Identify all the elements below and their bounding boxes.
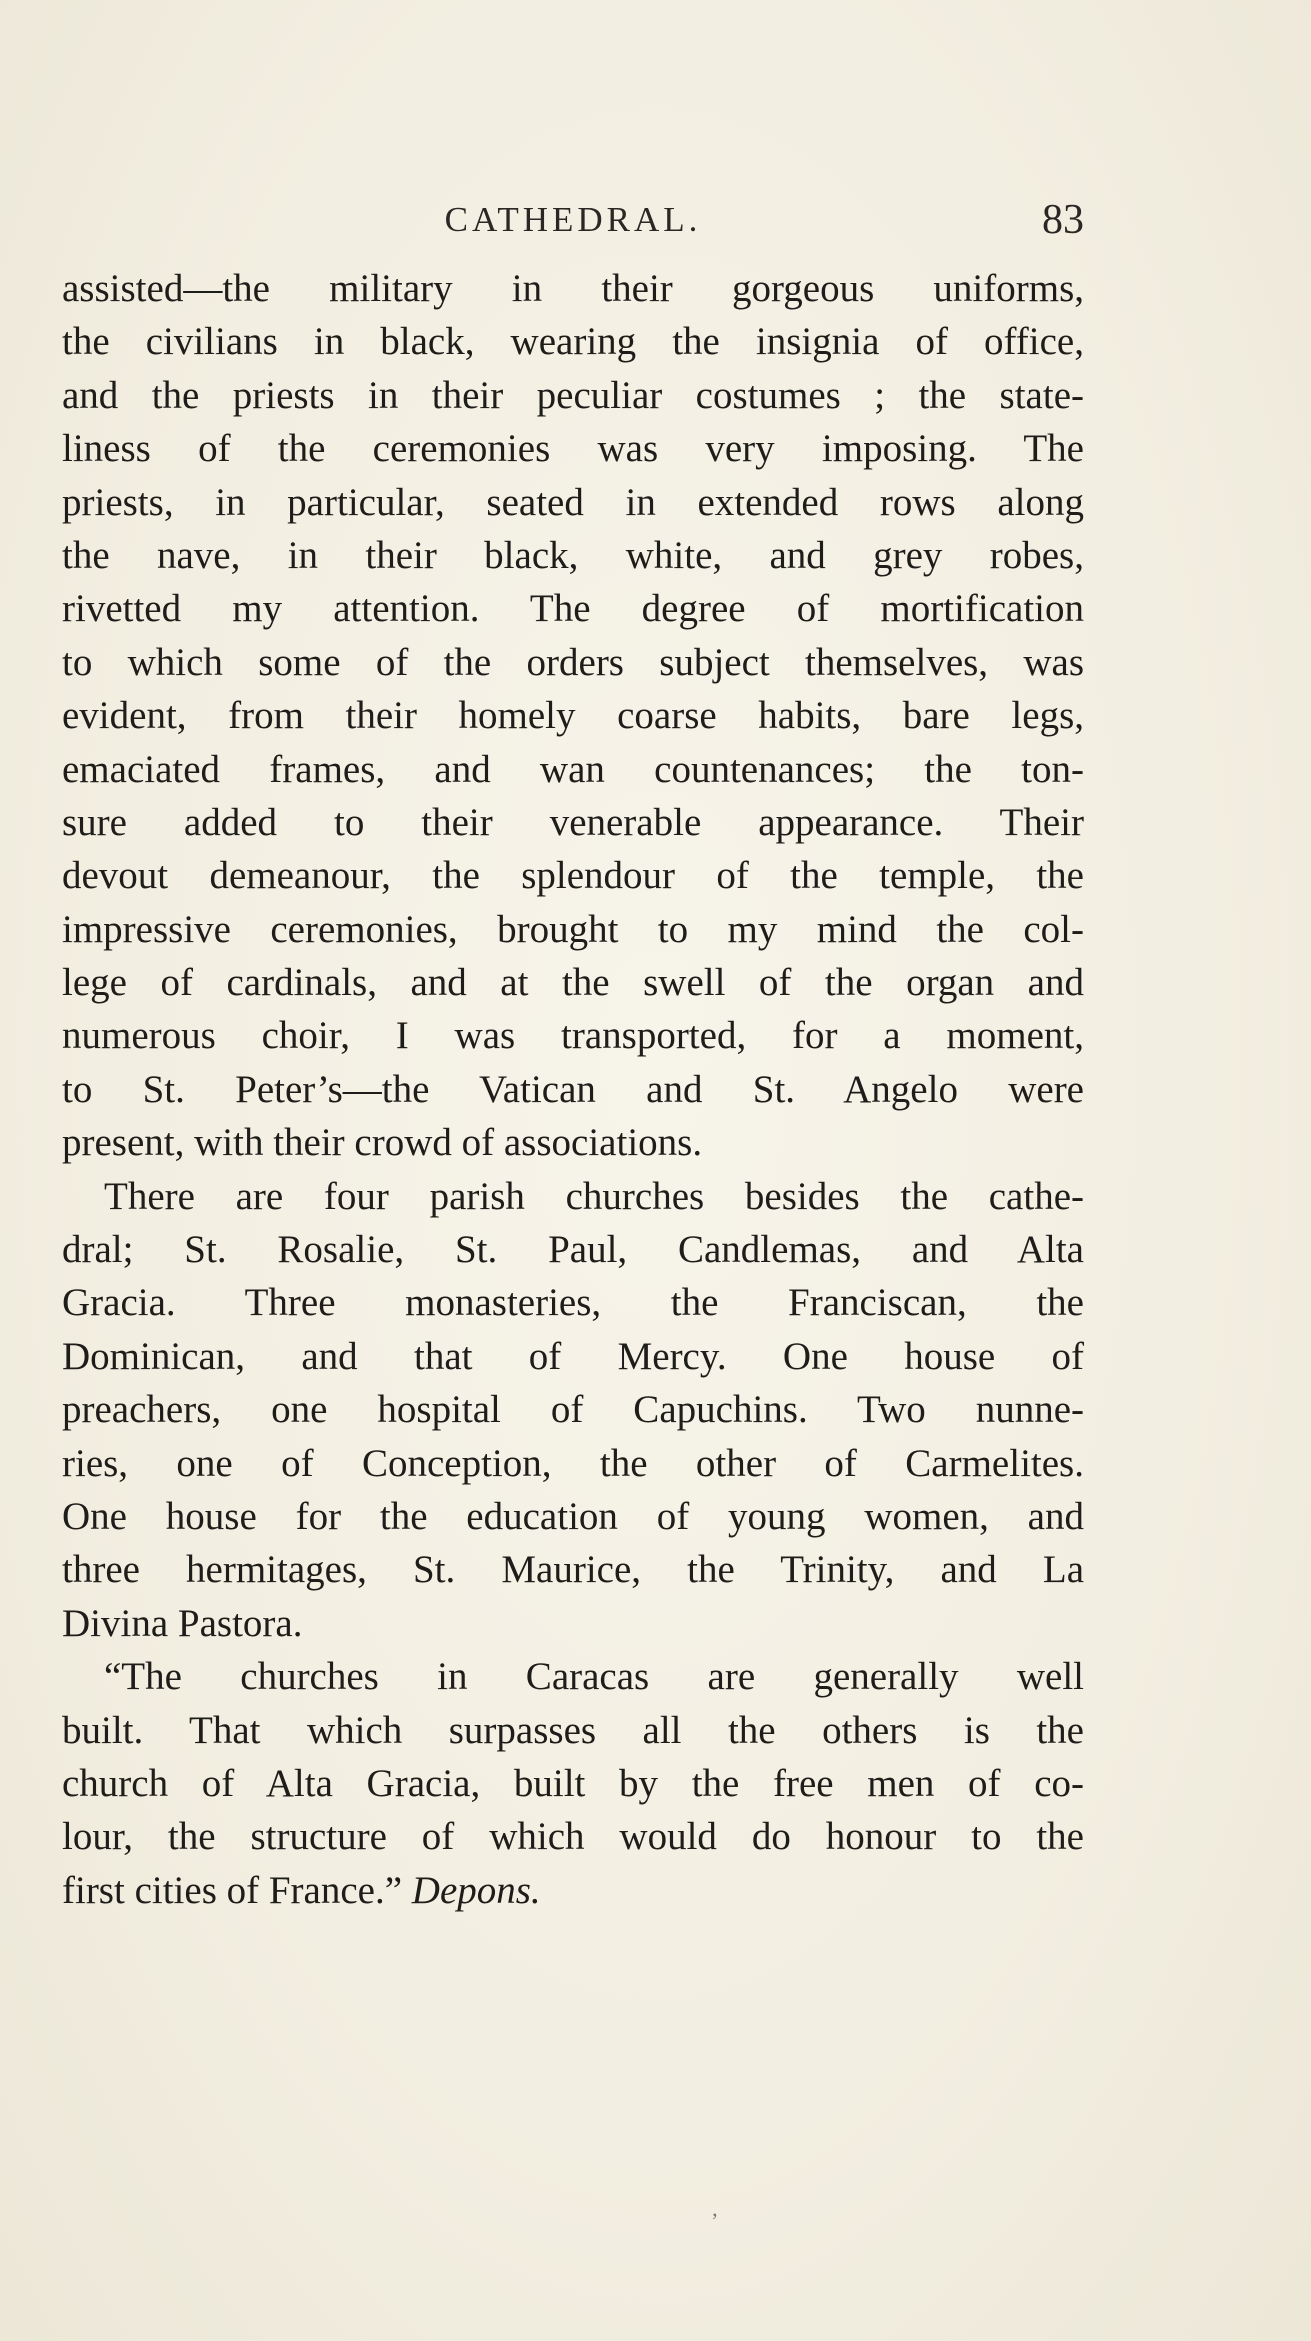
text-line: the civilians in black, wearing the insignia of office,: [62, 320, 1084, 364]
text-line: liness of the ceremonies was very imposing. The: [62, 427, 1084, 471]
text-line: and the priests in their peculiar costumes ; the state-: [62, 373, 1084, 417]
text-line: lege of cardinals, and at the swell of the organ and: [62, 961, 1084, 1005]
text-line: Dominican, and that of Mercy. One house of: [62, 1334, 1084, 1378]
text-line: sure added to their venerable appearance. Their: [62, 800, 1084, 844]
stray-mark: ’: [711, 2208, 719, 2233]
text-line: One house for the education of young women, and: [62, 1494, 1084, 1538]
text-line: built. That which surpasses all the others is the: [62, 1708, 1084, 1752]
text-line: church of Alta Gracia, built by the free men of co-: [62, 1761, 1084, 1805]
running-head: [62, 196, 1084, 246]
body-text: [62, 262, 1084, 1917]
text-line-final: [62, 1864, 1084, 1917]
text-line: dral; St. Rosalie, St. Paul, Candlemas, and Alta: [62, 1228, 1084, 1272]
text-line: three hermitages, St. Maurice, the Trinity, and La: [62, 1548, 1084, 1592]
text-line: Divina Pastora.: [62, 1601, 303, 1645]
text-line: Gracia. Three monasteries, the Franciscan, the: [62, 1281, 1084, 1325]
text-line: lour, the structure of which would do honour to the: [62, 1815, 1084, 1859]
text-line: “The churches in Caracas are generally well: [104, 1655, 1084, 1699]
text-line: numerous choir, I was transported, for a moment,: [62, 1014, 1084, 1058]
quote-closing-text: first cities of France.”: [62, 1868, 403, 1912]
text-line: ries, one of Conception, the other of Carmelites.: [62, 1441, 1084, 1485]
running-title: CATHEDRAL.: [444, 200, 702, 239]
text-line: present, with their crowd of associations.: [62, 1121, 703, 1165]
text-line: to which some of the orders subject themselves, was: [62, 640, 1084, 684]
text-line: to St. Peter’s—the Vatican and St. Angelo were: [62, 1067, 1084, 1111]
text-line: impressive ceremonies, brought to my mind the col-: [62, 907, 1084, 951]
attribution: Depons.: [411, 1868, 541, 1912]
text-line: There are four parish churches besides the cathe-: [104, 1174, 1084, 1218]
text-line: the nave, in their black, white, and grey robes,: [62, 533, 1084, 577]
text-line: priests, in particular, seated in extended rows along: [62, 480, 1084, 524]
text-line: rivetted my attention. The degree of mortification: [62, 587, 1084, 631]
text-line: devout demeanour, the splendour of the temple, the: [62, 854, 1084, 898]
page-number: 83: [1042, 197, 1084, 243]
text-line: assisted—the military in their gorgeous uniforms,: [62, 267, 1084, 310]
text-line: evident, from their homely coarse habits, bare legs,: [62, 694, 1084, 738]
text-line: preachers, one hospital of Capuchins. Two nunne-: [62, 1388, 1084, 1432]
text-line: emaciated frames, and wan countenances; the ton-: [62, 747, 1084, 791]
